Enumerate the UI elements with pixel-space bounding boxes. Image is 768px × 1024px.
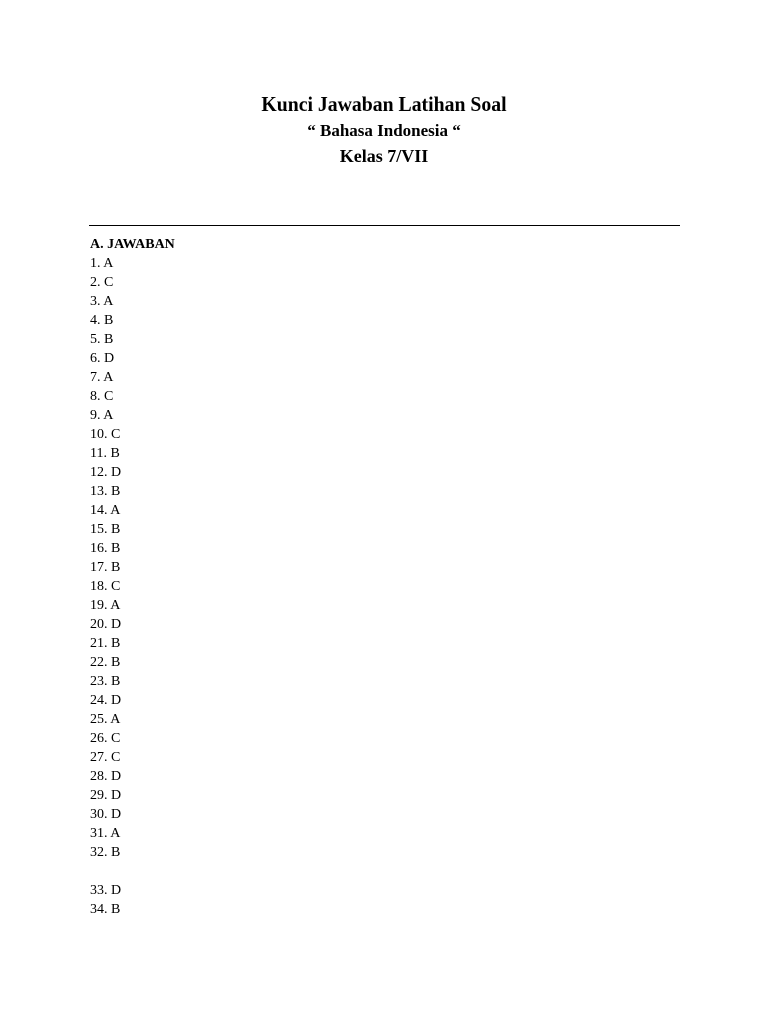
answer-item: 16. B [90, 541, 121, 556]
answer-list [90, 254, 390, 919]
answer-item: 4. B [90, 313, 114, 328]
answer-item: 28. D [90, 769, 122, 784]
answer-item: 26. C [90, 731, 121, 746]
answer-item: 34. B [90, 902, 121, 917]
answer-item: 6. D [90, 351, 115, 366]
answer-item: 30. D [90, 807, 122, 822]
document-header [0, 91, 768, 168]
answer-item: 33. D [90, 883, 122, 898]
answer-item: 24. D [90, 693, 122, 708]
answer-item: 32. B [90, 845, 121, 860]
answer-item: 9. A [90, 408, 114, 423]
document-subtitle: “ Bahasa Indonesia “ [307, 121, 461, 140]
answer-item: 21. B [90, 636, 121, 651]
answer-item: 13. B [90, 484, 121, 499]
document-title: Kunci Jawaban Latihan Soal [261, 92, 507, 116]
answer-section [90, 236, 390, 919]
answer-item: 12. D [90, 465, 122, 480]
answer-item: 1. A [90, 256, 114, 271]
answer-item: 22. B [90, 655, 121, 670]
answer-item: 29. D [90, 788, 122, 803]
class-label: Kelas 7/VII [339, 146, 429, 166]
answer-item: 17. B [90, 560, 121, 575]
answer-item: 27. C [90, 750, 121, 765]
answer-item: 20. D [90, 617, 122, 632]
answer-item: 10. C [90, 427, 121, 442]
answer-item: 11. B [90, 446, 120, 461]
answer-item: 3. A [90, 294, 114, 309]
answer-item: 19. A [90, 598, 121, 613]
answer-item: 7. A [90, 370, 114, 385]
section-heading: A. JAWABAN [90, 237, 175, 252]
answer-item: 14. A [90, 503, 121, 518]
answer-item: 8. C [90, 389, 114, 404]
answer-item: 23. B [90, 674, 121, 689]
answer-item: 31. A [90, 826, 121, 841]
answer-item: 15. B [90, 522, 121, 537]
answer-item: 2. C [90, 275, 114, 290]
answer-item: 18. C [90, 579, 121, 594]
horizontal-divider [89, 225, 680, 226]
answer-item: 25. A [90, 712, 121, 727]
answer-item: 5. B [90, 332, 114, 347]
